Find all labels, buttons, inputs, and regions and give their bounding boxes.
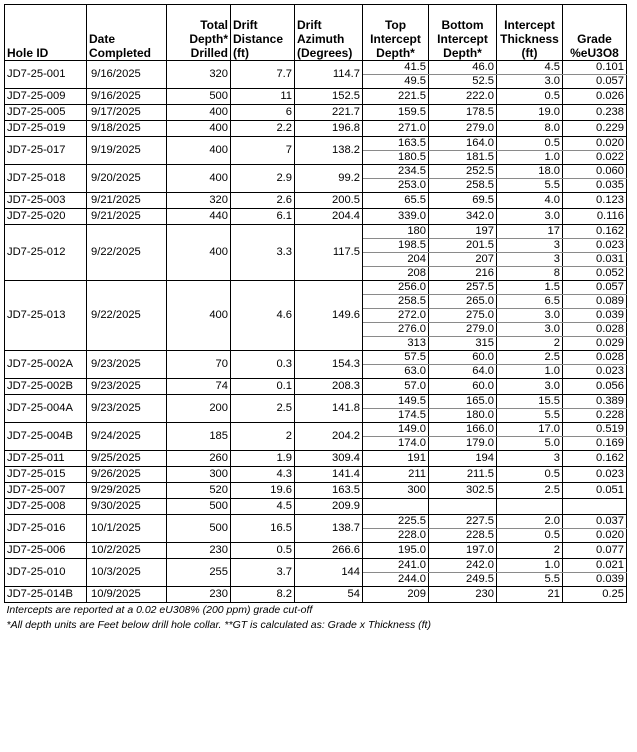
- footnote-units: *All depth units are Feet below drill hole collar. **GT is calculated as: Grade x Thickness (ft): [6, 619, 431, 631]
- date-completed: 9/29/2025: [87, 483, 167, 499]
- table-row: [5, 451, 627, 467]
- top-depth: 241.0: [363, 559, 429, 573]
- grade: [563, 499, 627, 515]
- drift-azimuth: 309.4: [295, 451, 363, 467]
- date-completed: 9/23/2025: [87, 351, 167, 379]
- bottom-depth: 164.0: [429, 137, 497, 151]
- hole-id: JD7-25-003: [5, 193, 87, 209]
- grade: 0.116: [563, 209, 627, 225]
- grade: 0.057: [563, 75, 627, 89]
- date-completed: 9/21/2025: [87, 209, 167, 225]
- total-depth: 320: [167, 61, 231, 89]
- bottom-depth: 228.5: [429, 529, 497, 543]
- thickness: 0.5: [497, 89, 563, 105]
- grade: 0.028: [563, 323, 627, 337]
- header-drift-distance: Drift Distance (ft): [231, 5, 295, 61]
- table-row: [5, 61, 627, 75]
- table-row: [5, 483, 627, 499]
- date-completed: 9/21/2025: [87, 193, 167, 209]
- drift-azimuth: 54: [295, 587, 363, 603]
- total-depth: 200: [167, 395, 231, 423]
- total-depth: 185: [167, 423, 231, 451]
- hole-id: JD7-25-008: [5, 499, 87, 515]
- thickness: 3: [497, 253, 563, 267]
- drift-distance: 6.1: [231, 209, 295, 225]
- bottom-depth: 179.0: [429, 437, 497, 451]
- thickness: 19.0: [497, 105, 563, 121]
- bottom-depth: 279.0: [429, 323, 497, 337]
- total-depth: 440: [167, 209, 231, 225]
- hole-id: JD7-25-015: [5, 467, 87, 483]
- thickness: 18.0: [497, 165, 563, 179]
- thickness: 3: [497, 451, 563, 467]
- date-completed: 9/23/2025: [87, 395, 167, 423]
- table-row: [5, 225, 627, 239]
- drift-distance: 0.1: [231, 379, 295, 395]
- top-depth: 228.0: [363, 529, 429, 543]
- bottom-depth: 279.0: [429, 121, 497, 137]
- table-row: [5, 467, 627, 483]
- thickness: [497, 499, 563, 515]
- date-completed: 9/23/2025: [87, 379, 167, 395]
- drift-distance: 16.5: [231, 515, 295, 543]
- top-depth: 276.0: [363, 323, 429, 337]
- drill-results-table-container: [4, 4, 627, 633]
- table-row: [5, 105, 627, 121]
- date-completed: 9/17/2025: [87, 105, 167, 121]
- drift-azimuth: 152.5: [295, 89, 363, 105]
- thickness: 0.5: [497, 529, 563, 543]
- drift-distance: 3.7: [231, 559, 295, 587]
- drift-azimuth: 114.7: [295, 61, 363, 89]
- drift-distance: 2.2: [231, 121, 295, 137]
- hole-id: JD7-25-002A: [5, 351, 87, 379]
- bottom-depth: 275.0: [429, 309, 497, 323]
- total-depth: 520: [167, 483, 231, 499]
- total-depth: 400: [167, 225, 231, 281]
- top-depth: [363, 499, 429, 515]
- top-depth: 272.0: [363, 309, 429, 323]
- drift-azimuth: 209.9: [295, 499, 363, 515]
- top-depth: 271.0: [363, 121, 429, 137]
- top-depth: 159.5: [363, 105, 429, 121]
- hole-id: JD7-25-004A: [5, 395, 87, 423]
- top-depth: 209: [363, 587, 429, 603]
- drift-azimuth: 163.5: [295, 483, 363, 499]
- date-completed: 9/26/2025: [87, 467, 167, 483]
- thickness: 21: [497, 587, 563, 603]
- bottom-depth: 201.5: [429, 239, 497, 253]
- grade: 0.023: [563, 467, 627, 483]
- thickness: 0.5: [497, 467, 563, 483]
- thickness: 8.0: [497, 121, 563, 137]
- drift-distance: 2.9: [231, 165, 295, 193]
- thickness: 2.5: [497, 351, 563, 365]
- bottom-depth: 178.5: [429, 105, 497, 121]
- bottom-depth: 258.5: [429, 179, 497, 193]
- thickness: 3.0: [497, 309, 563, 323]
- header-thickness: Intercept Thickness (ft): [497, 5, 563, 61]
- bottom-depth: 249.5: [429, 573, 497, 587]
- top-depth: 234.5: [363, 165, 429, 179]
- hole-id: JD7-25-007: [5, 483, 87, 499]
- thickness: 1.0: [497, 365, 563, 379]
- bottom-depth: 315: [429, 337, 497, 351]
- bottom-depth: 52.5: [429, 75, 497, 89]
- hole-id: JD7-25-010: [5, 559, 87, 587]
- bottom-depth: 252.5: [429, 165, 497, 179]
- top-depth: 225.5: [363, 515, 429, 529]
- drift-distance: 0.5: [231, 543, 295, 559]
- drift-distance: 11: [231, 89, 295, 105]
- top-depth: 208: [363, 267, 429, 281]
- table-row: [5, 587, 627, 603]
- header-top-depth: Top Intercept Depth*: [363, 5, 429, 61]
- thickness: 4.0: [497, 193, 563, 209]
- table-body: [5, 61, 627, 603]
- drift-azimuth: 141.8: [295, 395, 363, 423]
- thickness: 0.5: [497, 137, 563, 151]
- grade: 0.060: [563, 165, 627, 179]
- drift-azimuth: 204.2: [295, 423, 363, 451]
- total-depth: 400: [167, 165, 231, 193]
- total-depth: 400: [167, 281, 231, 351]
- grade: 0.031: [563, 253, 627, 267]
- thickness: 3.0: [497, 379, 563, 395]
- bottom-depth: 207: [429, 253, 497, 267]
- top-depth: 244.0: [363, 573, 429, 587]
- table-row: [5, 165, 627, 179]
- table-row: [5, 423, 627, 437]
- drift-azimuth: 99.2: [295, 165, 363, 193]
- header-date: Date Completed: [87, 5, 167, 61]
- thickness: 3.0: [497, 75, 563, 89]
- table-row: [5, 121, 627, 137]
- drift-azimuth: 138.7: [295, 515, 363, 543]
- top-depth: 198.5: [363, 239, 429, 253]
- top-depth: 49.5: [363, 75, 429, 89]
- top-depth: 204: [363, 253, 429, 267]
- bottom-depth: 194: [429, 451, 497, 467]
- drill-results-table: [4, 4, 627, 633]
- bottom-depth: 302.5: [429, 483, 497, 499]
- drift-distance: 3.3: [231, 225, 295, 281]
- bottom-depth: 230: [429, 587, 497, 603]
- thickness: 17: [497, 225, 563, 239]
- date-completed: 9/18/2025: [87, 121, 167, 137]
- date-completed: 10/2/2025: [87, 543, 167, 559]
- hole-id: JD7-25-017: [5, 137, 87, 165]
- table-row: [5, 395, 627, 409]
- bottom-depth: 216: [429, 267, 497, 281]
- grade: 0.035: [563, 179, 627, 193]
- thickness: 1.0: [497, 559, 563, 573]
- date-completed: 9/30/2025: [87, 499, 167, 515]
- top-depth: 221.5: [363, 89, 429, 105]
- table-row: [5, 193, 627, 209]
- thickness: 3.0: [497, 323, 563, 337]
- hole-id: JD7-25-005: [5, 105, 87, 121]
- top-depth: 258.5: [363, 295, 429, 309]
- drift-azimuth: 138.2: [295, 137, 363, 165]
- drift-azimuth: 141.4: [295, 467, 363, 483]
- date-completed: 9/19/2025: [87, 137, 167, 165]
- total-depth: 500: [167, 515, 231, 543]
- drift-distance: 19.6: [231, 483, 295, 499]
- bottom-depth: 69.5: [429, 193, 497, 209]
- thickness: 1.0: [497, 151, 563, 165]
- top-depth: 65.5: [363, 193, 429, 209]
- top-depth: 174.0: [363, 437, 429, 451]
- drift-distance: 6: [231, 105, 295, 121]
- date-completed: 10/9/2025: [87, 587, 167, 603]
- grade: 0.123: [563, 193, 627, 209]
- grade: 0.077: [563, 543, 627, 559]
- top-depth: 149.0: [363, 423, 429, 437]
- total-depth: 400: [167, 137, 231, 165]
- date-completed: 9/16/2025: [87, 61, 167, 89]
- bottom-depth: 197: [429, 225, 497, 239]
- top-depth: 149.5: [363, 395, 429, 409]
- grade: 0.169: [563, 437, 627, 451]
- thickness: 3.0: [497, 209, 563, 225]
- bottom-depth: 227.5: [429, 515, 497, 529]
- top-depth: 57.5: [363, 351, 429, 365]
- bottom-depth: 64.0: [429, 365, 497, 379]
- grade: 0.026: [563, 89, 627, 105]
- thickness: 4.5: [497, 61, 563, 75]
- thickness: 3: [497, 239, 563, 253]
- top-depth: 253.0: [363, 179, 429, 193]
- total-depth: 230: [167, 587, 231, 603]
- grade: 0.228: [563, 409, 627, 423]
- table-row: [5, 515, 627, 529]
- table-row: [5, 543, 627, 559]
- drift-distance: 1.9: [231, 451, 295, 467]
- thickness: 2: [497, 337, 563, 351]
- total-depth: 500: [167, 89, 231, 105]
- grade: 0.162: [563, 225, 627, 239]
- thickness: 5.5: [497, 573, 563, 587]
- thickness: 5.5: [497, 179, 563, 193]
- hole-id: JD7-25-020: [5, 209, 87, 225]
- header-hole-id: Hole ID: [5, 5, 87, 61]
- drift-azimuth: 144: [295, 559, 363, 587]
- grade: 0.101: [563, 61, 627, 75]
- hole-id: JD7-25-001: [5, 61, 87, 89]
- drift-azimuth: 208.3: [295, 379, 363, 395]
- grade: 0.021: [563, 559, 627, 573]
- drift-distance: 4.5: [231, 499, 295, 515]
- hole-id: JD7-25-006: [5, 543, 87, 559]
- total-depth: 320: [167, 193, 231, 209]
- drift-distance: 2: [231, 423, 295, 451]
- bottom-depth: 60.0: [429, 379, 497, 395]
- drift-distance: 7: [231, 137, 295, 165]
- grade: 0.057: [563, 281, 627, 295]
- grade: 0.020: [563, 529, 627, 543]
- drift-distance: 2.5: [231, 395, 295, 423]
- total-depth: 260: [167, 451, 231, 467]
- total-depth: 500: [167, 499, 231, 515]
- top-depth: 195.0: [363, 543, 429, 559]
- grade: 0.023: [563, 365, 627, 379]
- bottom-depth: 181.5: [429, 151, 497, 165]
- bottom-depth: 211.5: [429, 467, 497, 483]
- drift-azimuth: 117.5: [295, 225, 363, 281]
- grade: 0.25: [563, 587, 627, 603]
- bottom-depth: 222.0: [429, 89, 497, 105]
- thickness: 2.5: [497, 483, 563, 499]
- thickness: 2: [497, 543, 563, 559]
- top-depth: 191: [363, 451, 429, 467]
- top-depth: 211: [363, 467, 429, 483]
- date-completed: 9/25/2025: [87, 451, 167, 467]
- date-completed: 9/16/2025: [87, 89, 167, 105]
- header-drift-azimuth: Drift Azimuth (Degrees): [295, 5, 363, 61]
- top-depth: 180.5: [363, 151, 429, 165]
- hole-id: JD7-25-009: [5, 89, 87, 105]
- bottom-depth: 180.0: [429, 409, 497, 423]
- hole-id: JD7-25-014B: [5, 587, 87, 603]
- bottom-depth: 342.0: [429, 209, 497, 225]
- top-depth: 339.0: [363, 209, 429, 225]
- drift-distance: 4.6: [231, 281, 295, 351]
- date-completed: 9/24/2025: [87, 423, 167, 451]
- date-completed: 9/20/2025: [87, 165, 167, 193]
- grade: 0.229: [563, 121, 627, 137]
- date-completed: 9/22/2025: [87, 281, 167, 351]
- top-depth: 180: [363, 225, 429, 239]
- hole-id: JD7-25-012: [5, 225, 87, 281]
- grade: 0.238: [563, 105, 627, 121]
- hole-id: JD7-25-013: [5, 281, 87, 351]
- table-row: [5, 89, 627, 105]
- grade: 0.052: [563, 267, 627, 281]
- top-depth: 256.0: [363, 281, 429, 295]
- thickness: 2.0: [497, 515, 563, 529]
- drift-distance: 7.7: [231, 61, 295, 89]
- thickness: 8: [497, 267, 563, 281]
- total-depth: 230: [167, 543, 231, 559]
- footnote-cutoff: Intercepts are reported at a 0.02 eU308% (200 ppm) grade cut-off: [6, 604, 313, 616]
- drift-azimuth: 154.3: [295, 351, 363, 379]
- total-depth: 255: [167, 559, 231, 587]
- total-depth: 400: [167, 121, 231, 137]
- date-completed: 10/1/2025: [87, 515, 167, 543]
- grade: 0.022: [563, 151, 627, 165]
- hole-id: JD7-25-002B: [5, 379, 87, 395]
- bottom-depth: 257.5: [429, 281, 497, 295]
- grade: 0.028: [563, 351, 627, 365]
- bottom-depth: [429, 499, 497, 515]
- hole-id: JD7-25-004B: [5, 423, 87, 451]
- top-depth: 163.5: [363, 137, 429, 151]
- table-row: [5, 559, 627, 573]
- bottom-depth: 197.0: [429, 543, 497, 559]
- grade: 0.037: [563, 515, 627, 529]
- thickness: 1.5: [497, 281, 563, 295]
- table-row: [5, 281, 627, 295]
- drift-azimuth: 221.7: [295, 105, 363, 121]
- top-depth: 57.0: [363, 379, 429, 395]
- total-depth: 74: [167, 379, 231, 395]
- grade: 0.162: [563, 451, 627, 467]
- bottom-depth: 242.0: [429, 559, 497, 573]
- drift-distance: 4.3: [231, 467, 295, 483]
- top-depth: 313: [363, 337, 429, 351]
- thickness: 5.5: [497, 409, 563, 423]
- grade: 0.023: [563, 239, 627, 253]
- thickness: 6.5: [497, 295, 563, 309]
- hole-id: JD7-25-018: [5, 165, 87, 193]
- hole-id: JD7-25-011: [5, 451, 87, 467]
- header-bottom-depth: Bottom Intercept Depth*: [429, 5, 497, 61]
- bottom-depth: 46.0: [429, 61, 497, 75]
- grade: 0.389: [563, 395, 627, 409]
- grade: 0.029: [563, 337, 627, 351]
- total-depth: 300: [167, 467, 231, 483]
- table-row: [5, 351, 627, 365]
- top-depth: 300: [363, 483, 429, 499]
- thickness: 17.0: [497, 423, 563, 437]
- date-completed: 10/3/2025: [87, 559, 167, 587]
- bottom-depth: 265.0: [429, 295, 497, 309]
- grade: 0.089: [563, 295, 627, 309]
- header-grade: Grade %eU3O8: [563, 5, 627, 61]
- grade: 0.039: [563, 309, 627, 323]
- drift-distance: 8.2: [231, 587, 295, 603]
- header-total-depth: Total Depth* Drilled: [167, 5, 231, 61]
- table-row: [5, 379, 627, 395]
- footnote-row-1: [5, 603, 627, 619]
- grade: 0.020: [563, 137, 627, 151]
- hole-id: JD7-25-016: [5, 515, 87, 543]
- drift-distance: 0.3: [231, 351, 295, 379]
- bottom-depth: 60.0: [429, 351, 497, 365]
- drift-azimuth: 266.6: [295, 543, 363, 559]
- table-row: [5, 209, 627, 225]
- header-row: [5, 5, 627, 61]
- table-row: [5, 137, 627, 151]
- thickness: 5.0: [497, 437, 563, 451]
- date-completed: 9/22/2025: [87, 225, 167, 281]
- drift-azimuth: 204.4: [295, 209, 363, 225]
- top-depth: 41.5: [363, 61, 429, 75]
- bottom-depth: 165.0: [429, 395, 497, 409]
- table-row: [5, 499, 627, 515]
- hole-id: JD7-25-019: [5, 121, 87, 137]
- grade: 0.039: [563, 573, 627, 587]
- footnote-row-2: [5, 618, 627, 633]
- grade: 0.056: [563, 379, 627, 395]
- total-depth: 70: [167, 351, 231, 379]
- top-depth: 63.0: [363, 365, 429, 379]
- grade: 0.051: [563, 483, 627, 499]
- drift-azimuth: 149.6: [295, 281, 363, 351]
- bottom-depth: 166.0: [429, 423, 497, 437]
- drift-azimuth: 196.8: [295, 121, 363, 137]
- top-depth: 174.5: [363, 409, 429, 423]
- drift-azimuth: 200.5: [295, 193, 363, 209]
- grade: 0.519: [563, 423, 627, 437]
- drift-distance: 2.6: [231, 193, 295, 209]
- thickness: 15.5: [497, 395, 563, 409]
- total-depth: 400: [167, 105, 231, 121]
